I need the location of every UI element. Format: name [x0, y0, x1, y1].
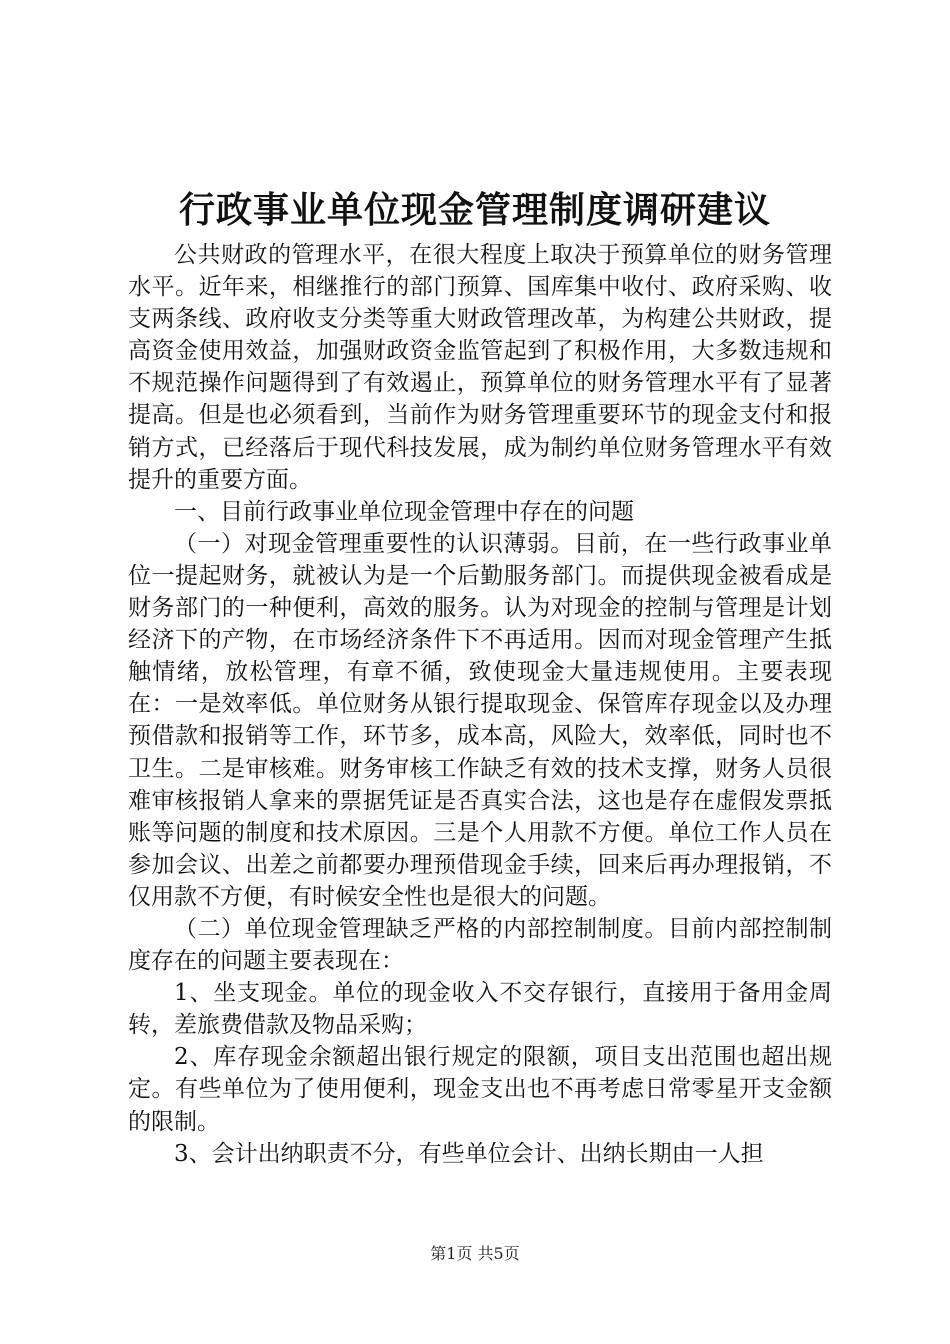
paragraph-problem-2: （二）单位现金管理缺乏严格的内部控制制度。目前内部控制制度存在的问题主要表现在：: [128, 915, 832, 975]
paragraph-intro: 公共财政的管理水平，在很大程度上取决于预算单位的财务管理水平。近年来，相继推行的部门预算、国库集中收付、政府采购、收支两条线、政府收支分类等重大财政管理改革，为构建公共财政，提高资金使用效益，加强财政资金监管起到了积极作用，大多数违规和不规范操作问题得到了有效遏止，预算单位的财务管理水平有了显著提高。但是也必须看到，当前作为财务管理重要环节的现金支付和报销方式，已经落后于现代科技发展，成为制约单位财务管理水平有效提升的重要方面。: [128, 242, 832, 493]
section-heading-problems: 一、目前行政事业单位现金管理中存在的问题: [174, 498, 634, 525]
document-body: [128, 239, 832, 1170]
list-item-3: 3、会计出纳职责不分，有些单位会计、出纳长期由一人担: [174, 1140, 764, 1167]
page-footer: 第1页 共5页: [430, 1244, 520, 1263]
list-item-2: 2、库存现金余额超出银行规定的限额，项目支出范围也超出规定。有些单位为了使用便利，现金支出也不再考虑日常零星开支金额的限制。: [128, 1044, 832, 1135]
paragraph-problem-1: （一）对现金管理重要性的认识薄弱。目前，在一些行政事业单位一提起财务，就被认为是一个后勤服务部门。而提供现金被看成是财务部门的一种便利，高效的服务。认为对现金的控制与管理是计划经济下的产物，在市场经济条件下不再适用。因而对现金管理产生抵触情绪，放松管理，有章不循，致使现金大量违规使用。主要表现在：一是效率低。单位财务从银行提取现金、保管库存现金以及办理预借款和报销等工作，环节多，成本高，风险大，效率低，同时也不卫生。二是审核难。财务审核工作缺乏有效的技术支撑，财务人员很难审核报销人拿来的票据凭证是否真实合法，这也是存在虚假发票抵账等问题的制度和技术原因。三是个人用款不方便。单位工作人员在参加会议、出差之前都要办理预借现金手续，回来后再办理报销，不仅用款不方便，有时候安全性也是很大的问题。: [128, 530, 832, 910]
document-title: 行政事业单位现金管理制度调研建议: [178, 189, 771, 231]
list-item-1: 1、坐支现金。单位的现金收入不交存银行，直接用于备用金周转，差旅费借款及物品采购；: [128, 980, 832, 1039]
